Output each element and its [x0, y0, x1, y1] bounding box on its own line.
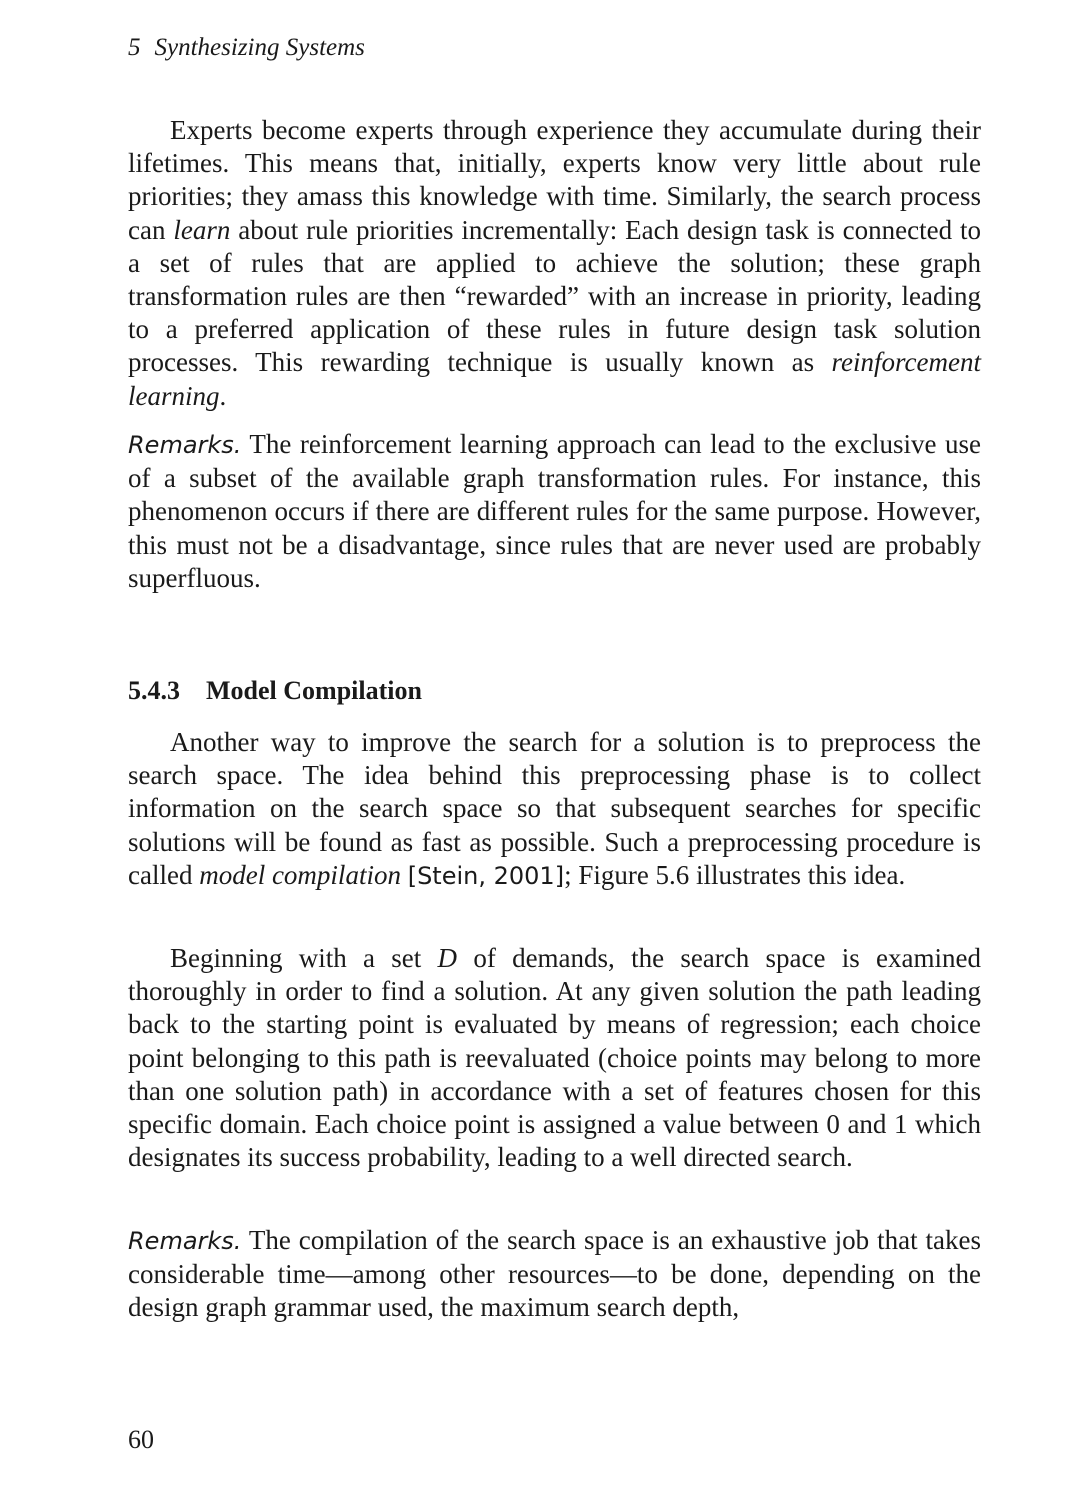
- para1-text-e: .: [219, 380, 227, 411]
- citation: [Stein, 2001]: [407, 861, 565, 890]
- remarks-label: Remarks.: [128, 431, 242, 459]
- chapter-title: Synthesizing Systems: [154, 34, 365, 61]
- chapter-number: 5: [128, 34, 141, 61]
- running-head: [128, 34, 365, 62]
- paragraph-demands: [128, 942, 981, 1174]
- para3-text-e: ; Figure 5.6 illustrates this idea.: [564, 859, 906, 890]
- paragraph-remarks-1: [128, 428, 981, 595]
- section-heading: [128, 676, 422, 706]
- section-title: Model Compilation: [206, 676, 422, 705]
- section-number: 5.4.3: [128, 676, 180, 705]
- paragraph-remarks-2: [128, 1224, 981, 1325]
- paragraph-reinforcement-learning: [128, 114, 981, 413]
- para4-text-c: of demands, the search space is examined thoroughly in order to find a solution. At any given solution the path leading back to the starting point is evaluated by means of regression; each choice point belonging to this path is reevaluated (choice points may belong to more than one solution path) in accordance with a set of features chosen for this specific domain. Each choice point is assigned a value between 0 and 1 which designates its success probability, leading to a well directed search.: [128, 943, 981, 1173]
- para4-variable-d: D: [437, 943, 458, 973]
- para3-text-a: Another way to improve the search for a solution is to preprocess the search space. The idea behind this preprocessing phase is to collect information on the search space so that subsequent searches for specific solutions will be found as fast as possible. Such a preprocessing procedure is called: [128, 727, 981, 890]
- remarks-text-2: The compilation of the search space is an exhaustive job that takes considerable time—among other resources—to be done, depending on the design graph grammar used, the maximum search depth,: [128, 1225, 981, 1323]
- page-number: 60: [128, 1425, 154, 1454]
- para3-space: [401, 860, 408, 890]
- paragraph-model-compilation: [128, 726, 981, 893]
- para1-text-a: Experts become experts through experience they accumulate during their lifetimes. This means that, initially, experts know very little about rule priorities; they amass this knowledge with time. Similarly, the search process can: [128, 115, 981, 245]
- remarks-text: The reinforcement learning approach can lead to the exclusive use of a subset of the available graph transformation rules. For instance, this phenomenon occurs if there are different rules for the same purpose. However, this must not be a disadvantage, since rules that are never used are probably superfluous.: [128, 429, 981, 593]
- para4-text-a: Beginning with a set: [170, 943, 438, 973]
- para1-emphasis-learn: learn: [173, 214, 231, 245]
- para3-term-model-compilation: model compilation: [199, 859, 401, 890]
- para1-term-reinforcement-learning: reinforcement learning: [128, 347, 981, 411]
- remarks-label-2: Remarks.: [128, 1227, 242, 1255]
- para1-text-c: about rule priorities incrementally: Each design task is connected to a set of rules that are applied to achieve the solution; these graph transformation rules are then “rewarded” with an increase in priority, leading to a preferred application of these rules in future design task solution processes. This rewarding technique is usually known as: [128, 214, 981, 378]
